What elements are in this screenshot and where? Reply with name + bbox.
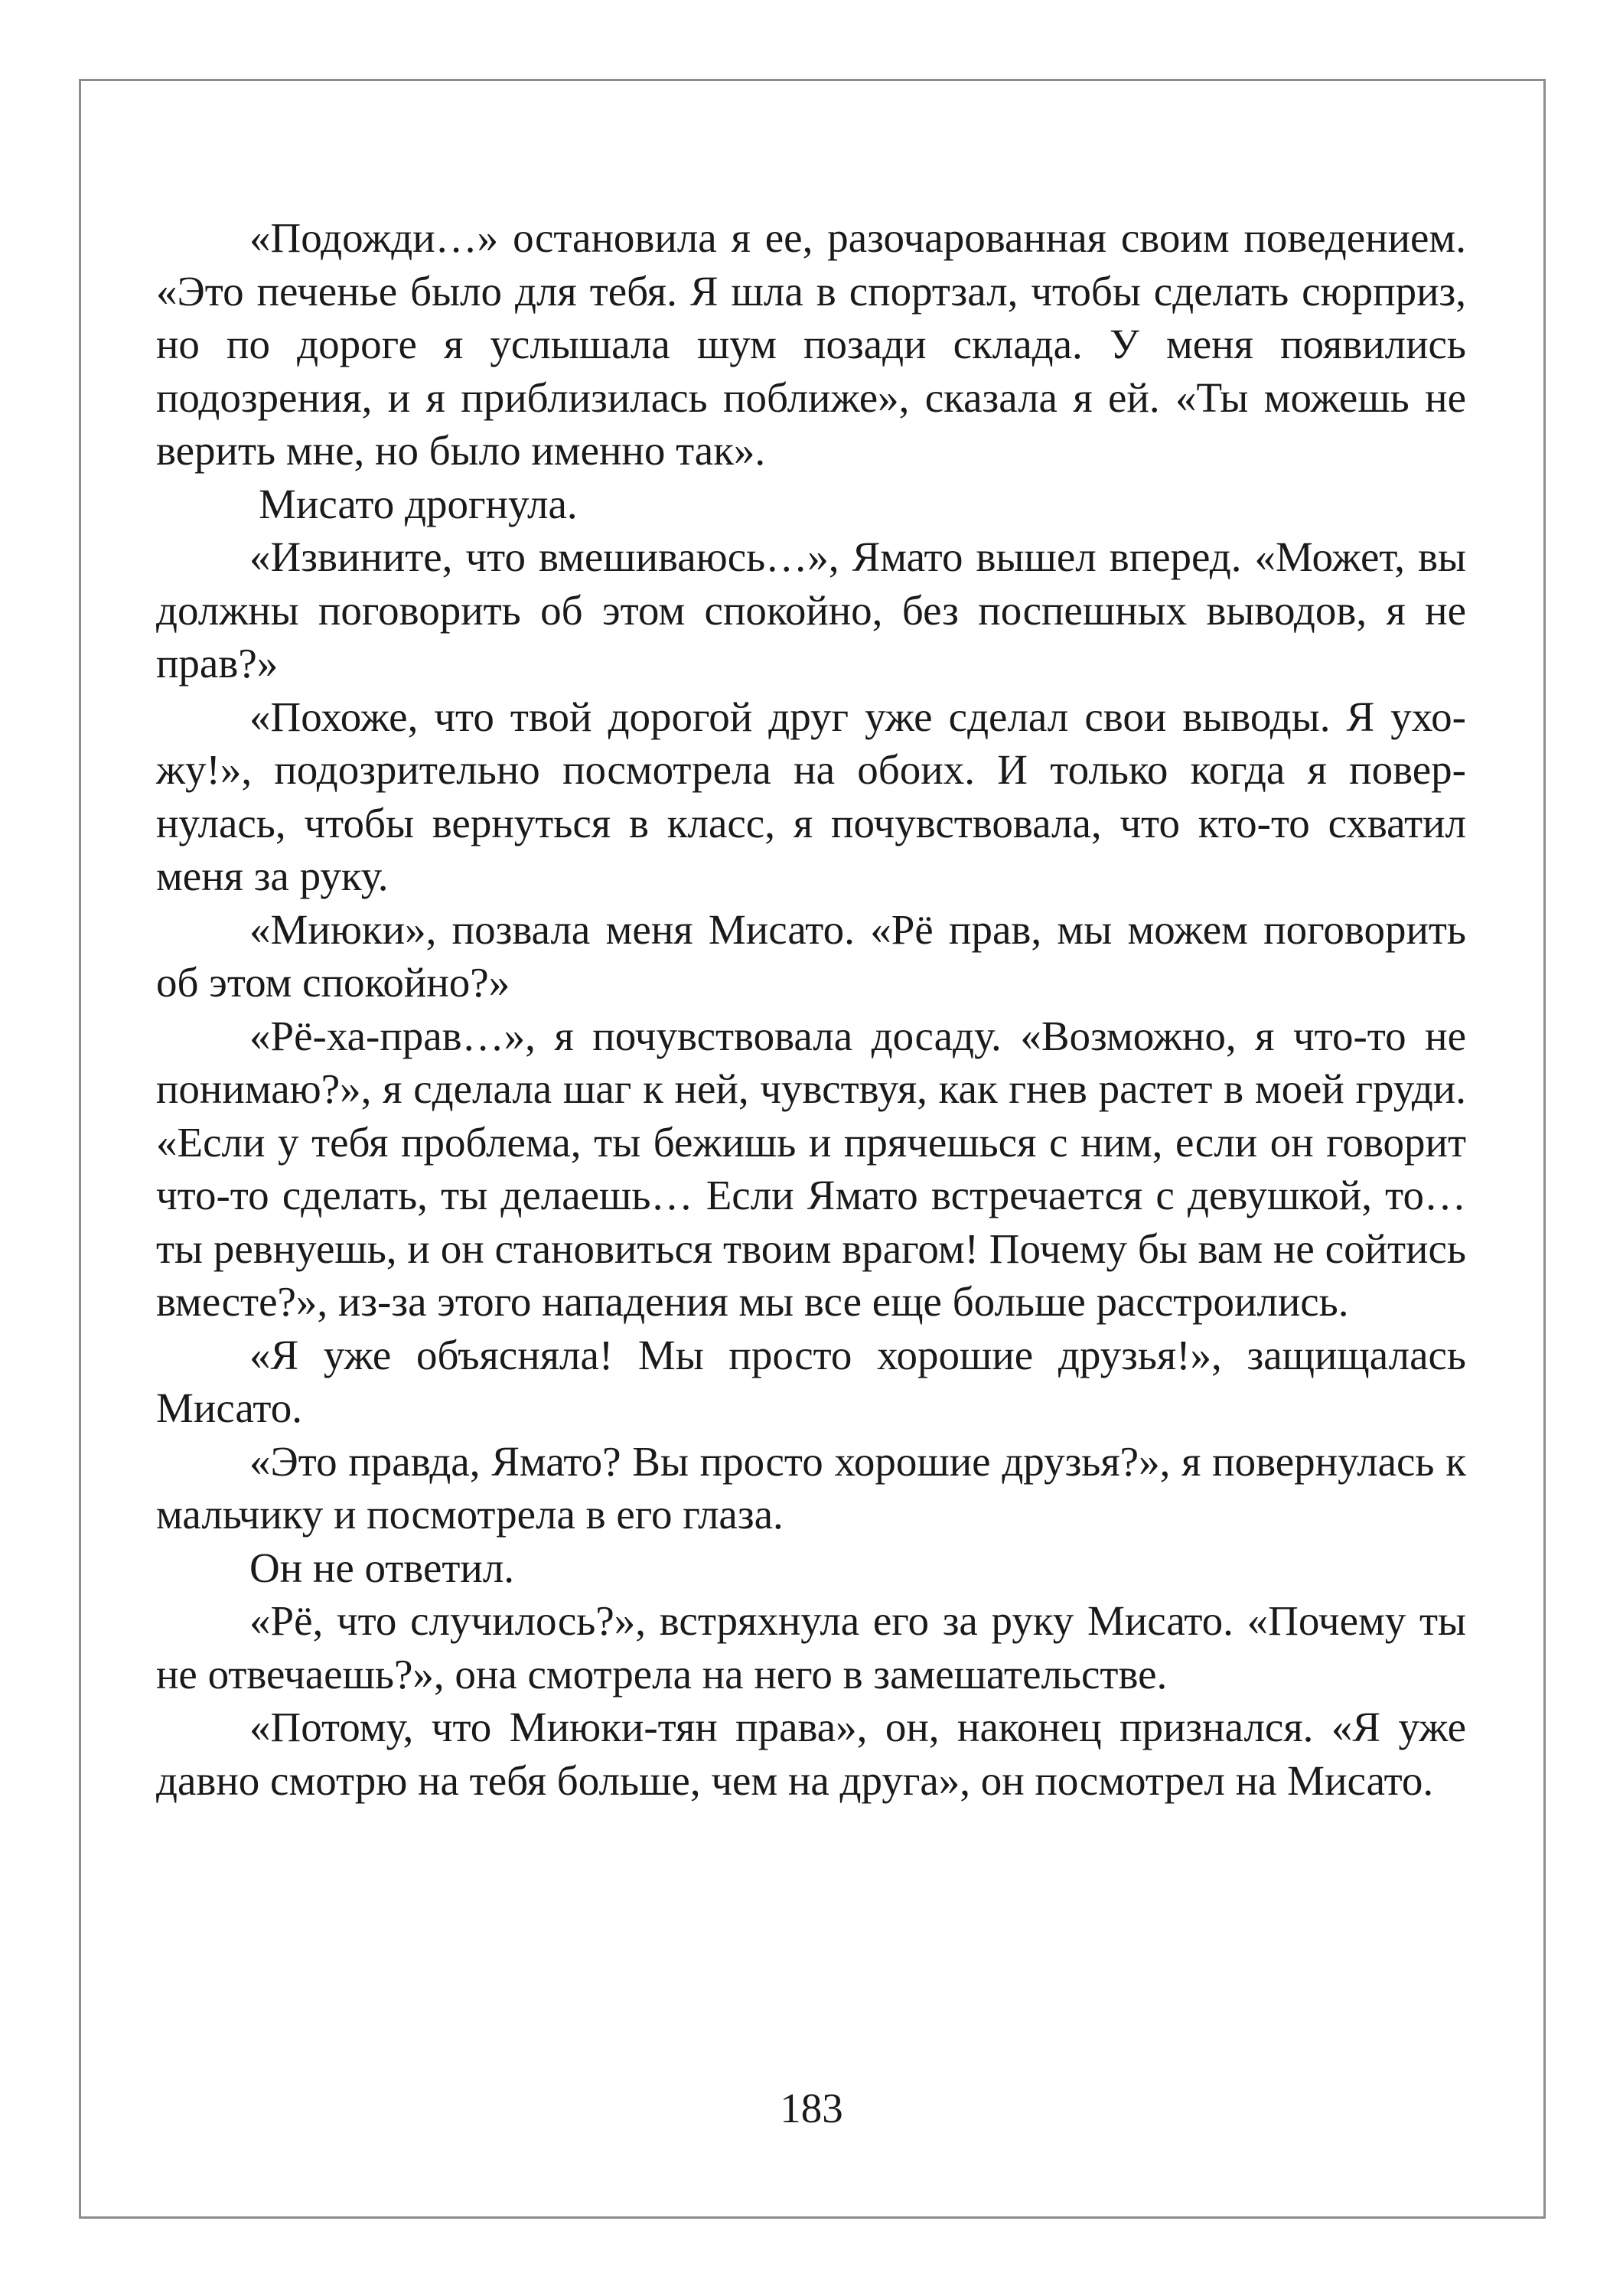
paragraph: «Рё, что случилось?», встряхнула его за руку Мисато. «Почему ты не отвечаешь?», она смотрела на него в замешательстве.: [156, 1597, 1466, 1698]
body-text: [156, 211, 1466, 1807]
paragraph: «Это правда, Ямато? Вы просто хорошие друзья?», я повернулась к мальчику и посмотрела в его глаза.: [156, 1437, 1466, 1538]
paragraph: «Извините, что вмешиваюсь…», Ямато вышел вперед. «Может, вы должны поговорить об этом спокойно, без поспешных выводов, я не прав?»: [156, 533, 1466, 687]
paragraph: «Похоже, что твой дорогой друг уже сделал свои выводы. Я ухожу!», подозрительно посмотрела на обоих. И только когда я повернулась, чтобы вернуться в класс, я почувствовала, что кто-то схватил меня за руку.: [156, 693, 1466, 899]
paragraph: «Рё-ха-прав…», я почувствовала досаду. «Возможно, я что-то не понимаю?», я сделала шаг к ней, чувствуя, как гнев растет в моей груди. «Если у тебя проблема, ты бежишь и прячешься с ним, если он говорит что-то сделать, ты делаешь… Если Ямато встречается с девушкой, то… ты ревнуешь, и он становиться твоим врагом! Почему бы вам не сойтись вместе?», из-за этого нападения мы все еще больше расстроились.: [156, 1012, 1466, 1325]
paragraph: «Миюки», позвала меня Мисато. «Рё прав, мы можем поговорить об этом спокойно?»: [156, 905, 1466, 1006]
page-number: 183: [780, 2085, 843, 2131]
paragraph: «Потому, что Миюки-тян права», он, наконец признался. «Я уже давно смотрю на тебя больше, чем на друга», он посмотрел на Мисато.: [156, 1704, 1466, 1804]
paragraph: Мисато дрогнула.: [259, 480, 578, 527]
paragraph: Он не ответил.: [249, 1544, 515, 1591]
paragraph: «Я уже объясняла! Мы просто хорошие друзья!», защищалась Мисато.: [156, 1331, 1466, 1431]
paragraph: «Подожди…» остановила я ее, разочарованная своим поведением. «Это печенье было для тебя. Я шла в спортзал, чтобы сделать сюрприз, но по дороге я услышала шум позади склада. У меня появились подозрения, и я приблизилась поближе», сказала я ей. «Ты можешь не верить мне, но было именно так».: [156, 214, 1466, 474]
